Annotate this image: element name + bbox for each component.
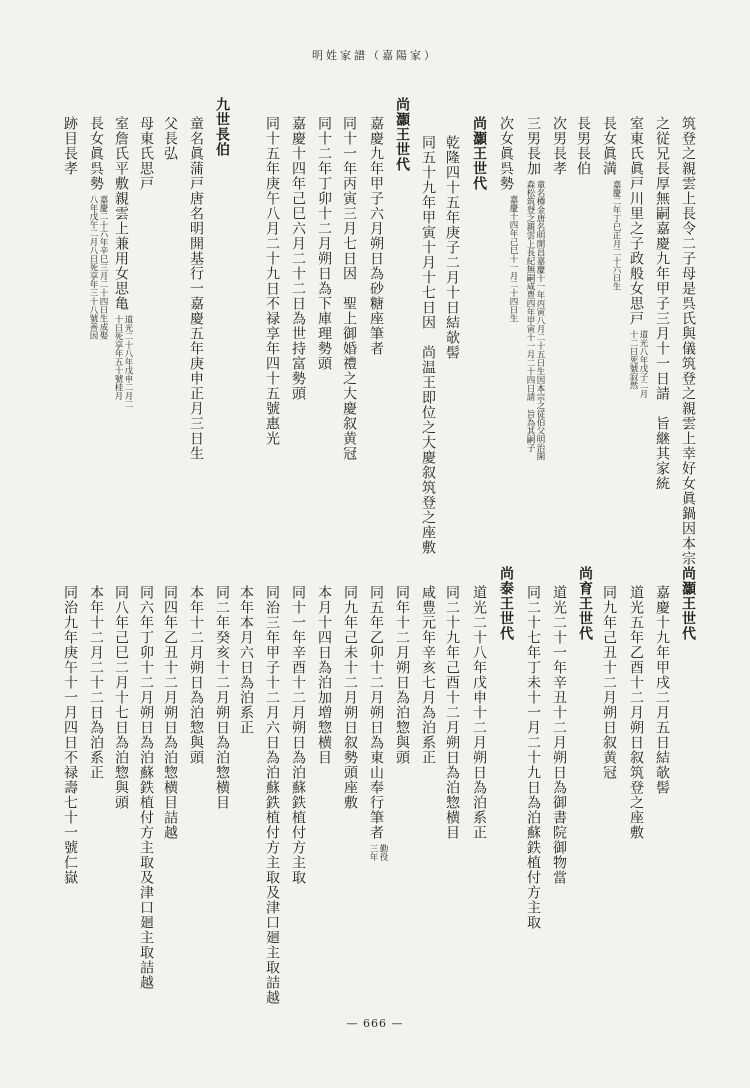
register-line: 同治九年庚午十一月四日不禄壽七十一號仁嶽 bbox=[62, 585, 78, 885]
register-line: 同治三年甲子十二月六日為泊蘇鉄植付方主取及津口廻主取詰越 bbox=[264, 585, 280, 1005]
register-line: 母東氏思戸 bbox=[138, 116, 154, 191]
register-line: 同十一年丙寅三月七日因 聖上御婚禮之大慶叙黄冠 bbox=[341, 116, 357, 461]
register-line: 同二十七年丁未十一月二十九日為泊蘇鉄植付方主取 bbox=[525, 585, 541, 930]
register-line: 同八年己巳二月十七日為泊惣與頭 bbox=[113, 585, 129, 810]
register-line: 室東氏眞戸川里之子政般女思戸 bbox=[628, 116, 644, 326]
register-line: 次男長孝 bbox=[551, 116, 567, 176]
page-header: 明姓家譜（嘉陽家） bbox=[312, 49, 438, 62]
reign-heading: 九世長伯 bbox=[214, 97, 230, 157]
register-line: 本月十四日為泊加増惣横目 bbox=[316, 585, 332, 765]
register-line: 長男長伯 bbox=[575, 116, 591, 176]
annotation-note: 道光二十八年戊申二月二 bbox=[123, 315, 133, 409]
register-line: 次女眞呉勢 bbox=[498, 116, 514, 191]
register-line: 長女眞呉勢 bbox=[88, 116, 104, 191]
register-line: 同二十九年己酉十二月朔日為泊惣横目 bbox=[444, 585, 460, 840]
reign-heading: 尚泰王世代 bbox=[498, 566, 514, 641]
annotation-note: 三年 bbox=[368, 844, 378, 861]
reign-heading: 尚灝王世代 bbox=[680, 566, 696, 641]
register-line: 長女眞満 bbox=[601, 116, 617, 176]
register-line: 同九年己未十二月朔日叙勢頭座敷 bbox=[342, 585, 358, 810]
annotation-note: 道光八年戊子二月 bbox=[638, 330, 648, 398]
register-line: 嘉慶十四年己巳六月二十二日為世持富勢頭 bbox=[290, 116, 306, 401]
register-line: 同十一年辛酉十二月朔日為泊蘇鉄植付方主取 bbox=[290, 585, 306, 885]
annotation-note: 森松筑登之親雲上長紀無嗣咸豊四年甲寅十一月二十四日請 旨為其嗣子 bbox=[525, 180, 535, 452]
register-line: 同十二年丁卯十二月朔日為下庫理勢頭 bbox=[316, 116, 332, 371]
register-line: 跡目長孝 bbox=[62, 116, 78, 176]
register-line: 同五十九年甲寅十月十七日因 尚温王即位之大慶叙筑登之座敷 bbox=[420, 135, 436, 555]
register-line: 筑登之親雲上長令二子母是呉氏與儀筑登之親雲上幸好女眞鍋因本宗 bbox=[680, 116, 696, 566]
register-line: 同五年乙卯十二月朔日為東山奉行筆者 bbox=[368, 585, 384, 840]
register-line: 道光五年乙酉十二月朔日叙筑登之座敷 bbox=[628, 585, 644, 840]
register-line: 嘉慶九年甲子六月朔日為砂糖座筆者 bbox=[368, 116, 384, 356]
register-line: 室詹氏平敷親雲上兼用女思亀 bbox=[113, 116, 129, 311]
register-line: 同年十二月朔日為泊惣與頭 bbox=[394, 585, 410, 765]
register-line: 三男長加 bbox=[525, 116, 541, 176]
register-line: 童名眞蒲戸唐名明開基行一嘉慶五年庚申正月三日生 bbox=[188, 116, 204, 461]
register-line: 同九年己丑十二月朔日叙黄冠 bbox=[601, 585, 617, 780]
annotation-note: 嘉慶二十六年辛巳三月二十四日生成娶 bbox=[98, 195, 108, 340]
reign-heading: 尚灝王世代 bbox=[394, 97, 410, 172]
annotation-note: 嘉慶二年丁巳正月二十六日生 bbox=[611, 180, 621, 291]
register-line: 之従兄長厚無嗣嘉慶九年甲子三月十一日請 旨継其家統 bbox=[654, 116, 670, 491]
register-line: 本年十二月二十二日為泊系正 bbox=[88, 585, 104, 780]
register-line: 同六年丁卯十二月朔日為泊蘇鉄植付方主取及津口廻主取詰越 bbox=[138, 585, 154, 990]
register-line: 父長弘 bbox=[162, 116, 178, 161]
register-line: 嘉慶十九年甲戌二月五日結欹髻 bbox=[654, 585, 670, 795]
page-number: — 666 — bbox=[346, 1017, 404, 1030]
reign-heading: 尚育王世代 bbox=[577, 566, 593, 641]
register-line: 咸豊元年辛亥七月為泊系正 bbox=[420, 585, 436, 765]
register-line: 同四年乙丑十二月朔日為泊惣横目詰越 bbox=[162, 585, 178, 840]
register-line: 本年十二月朔日為泊惣與頭 bbox=[188, 585, 204, 765]
register-line: 本年本月六日為泊系正 bbox=[238, 585, 254, 735]
register-line: 同十五年庚午八月二十九日不禄享年四十五號惠光 bbox=[264, 116, 280, 446]
register-line: 道光二十一年辛丑十二月朔日為御書院御物當 bbox=[551, 585, 567, 885]
annotation-note: 童名樽金唐名明開昌嘉慶十一年丙寅八月二十五日生因本宗之従伯父明治開 bbox=[535, 180, 545, 461]
annotation-note: 十日死享年五十號桂月 bbox=[113, 315, 123, 400]
annotation-note: 嘉慶十四年己巳十一月二十四日生 bbox=[508, 195, 518, 323]
register-line: 乾隆四十五年庚子二月十日結欹髻 bbox=[444, 135, 460, 360]
annotation-note: 十二日死號寂然 bbox=[628, 330, 638, 390]
annotation-note: 勤役 bbox=[378, 844, 388, 861]
register-line: 同二年癸亥十二月朔日為泊惣横目 bbox=[214, 585, 230, 810]
annotation-note: 八年戊午二月八日死享年三十八號善因 bbox=[88, 195, 98, 340]
reign-heading: 尚灝王世代 bbox=[471, 116, 487, 191]
register-line: 道光二十八年戊申十二月朔日為泊系正 bbox=[471, 585, 487, 840]
